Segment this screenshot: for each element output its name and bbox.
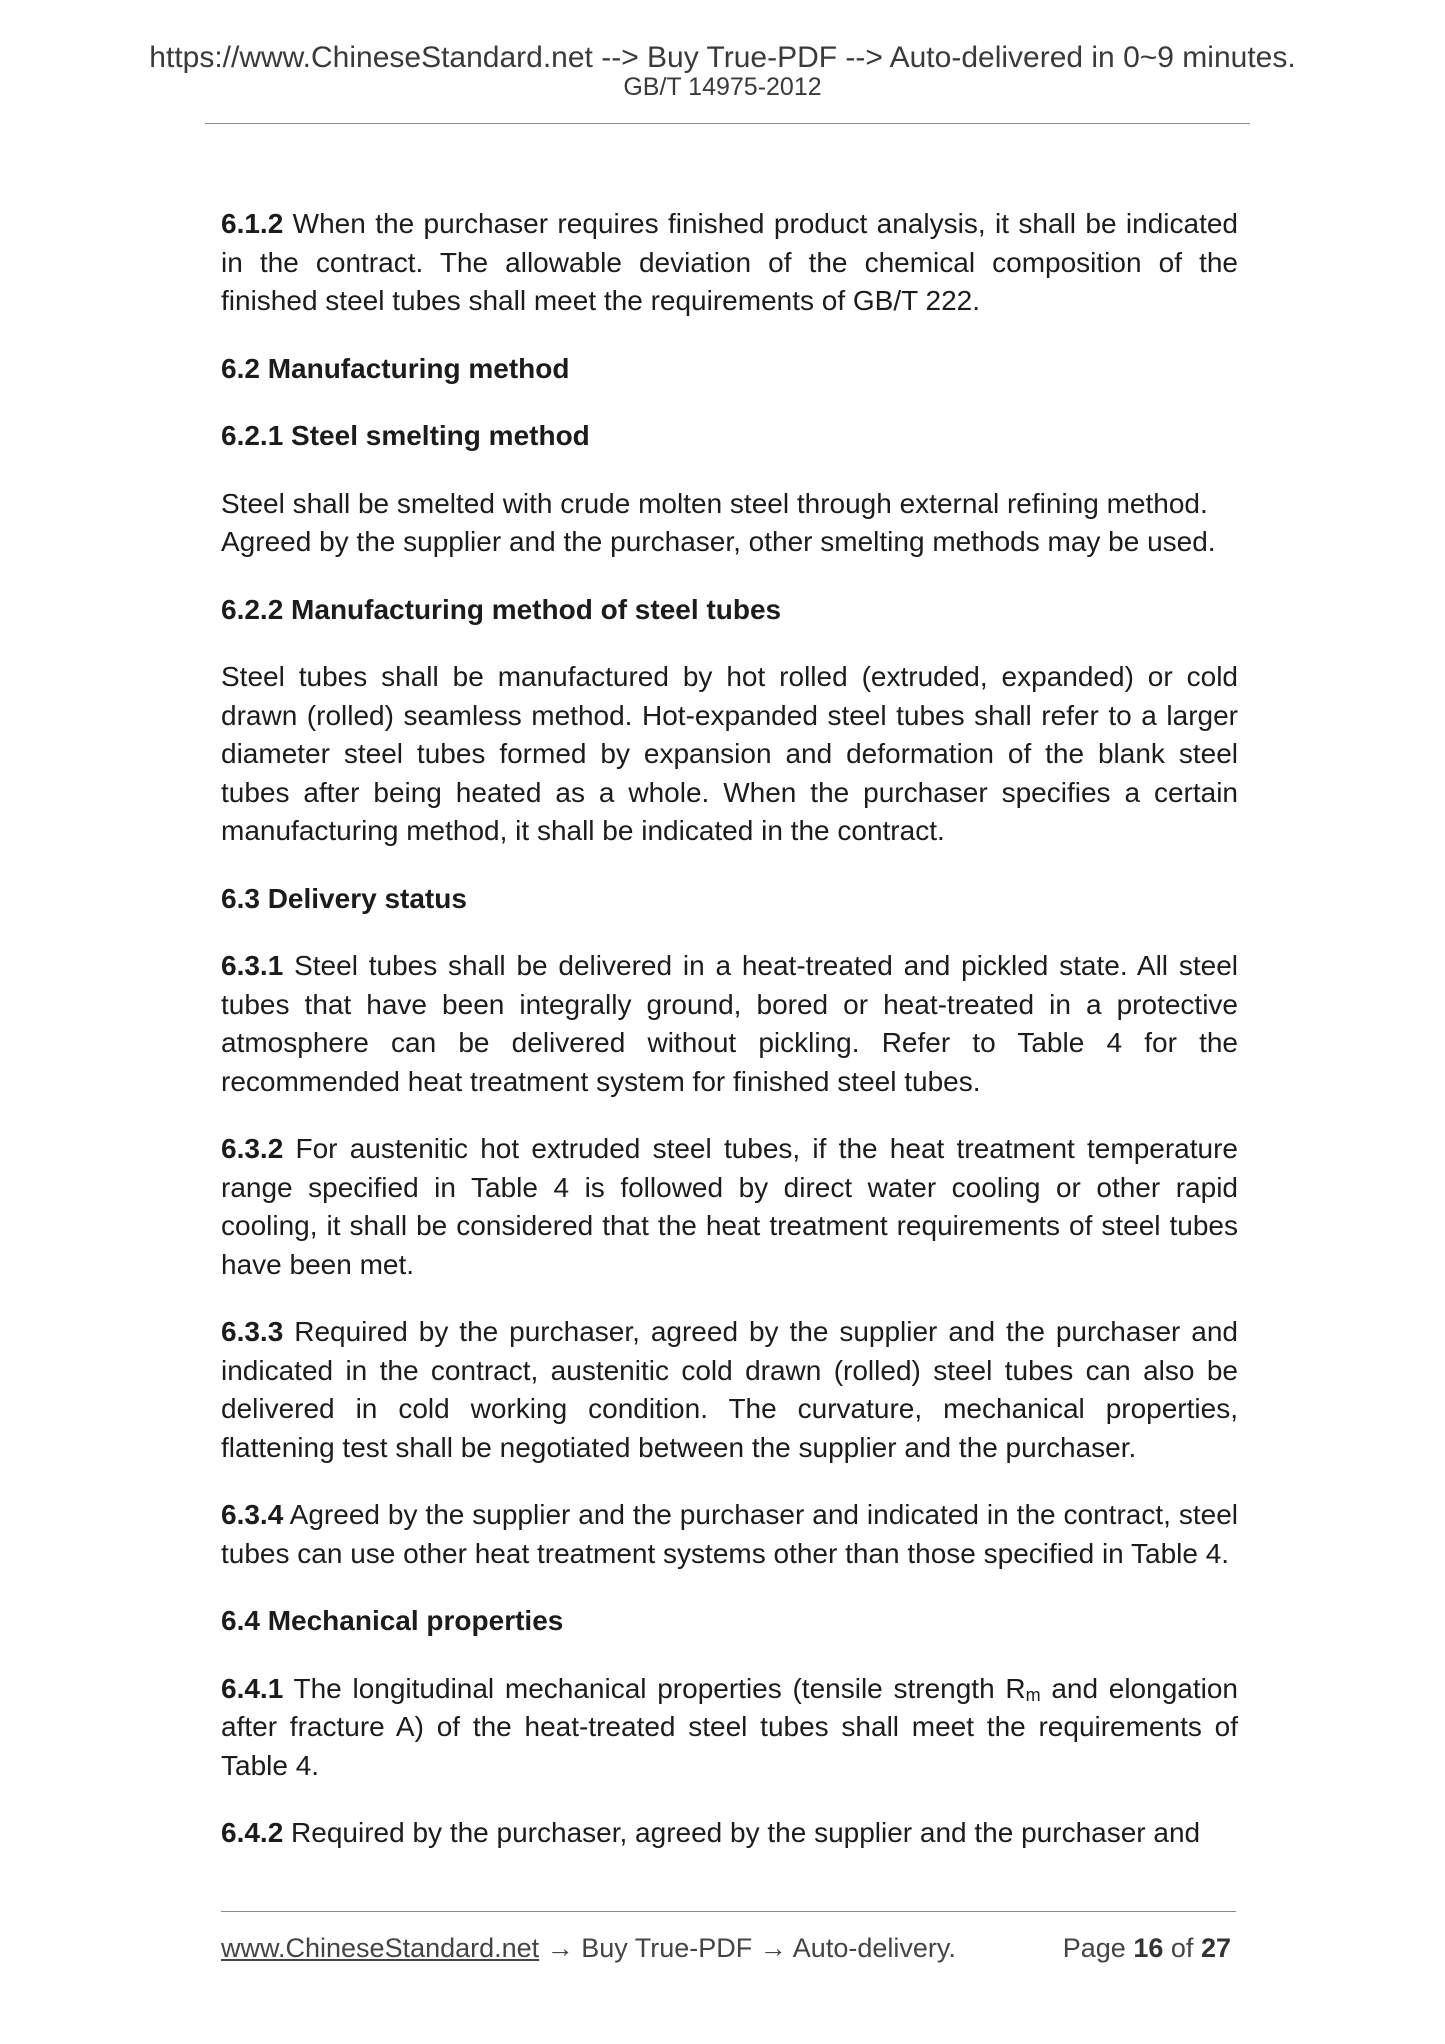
clause-text: Agreed by the supplier and the purchaser and indicated in the contract, steel tubes can use other heat treatment systems other than those specified in Table 4. bbox=[221, 1499, 1238, 1569]
of-label: of bbox=[1170, 1933, 1194, 1963]
header-banner: https://www.ChineseStandard.net --> Buy True-PDF --> Auto-delivered in 0~9 minutes. bbox=[149, 41, 1296, 74]
page-number: 16 bbox=[1133, 1933, 1164, 1963]
clause-6-2-1-text: Steel shall be smelted with crude molten steel through external refining method. Agreed by the supplier and the purchaser, other smelting methods may be used. bbox=[221, 487, 1216, 557]
clause-number: 6.3.4 bbox=[221, 1499, 284, 1530]
clause-text-cont: and elongation after fracture A) of the heat-treated steel tubes shall meet the requirements of Table 4. bbox=[221, 1672, 1238, 1781]
arrow-icon: → bbox=[546, 1933, 574, 1963]
clause-number: 6.3.3 bbox=[221, 1316, 284, 1347]
heading-6-3: 6.3 Delivery status bbox=[221, 882, 467, 914]
footer-divider bbox=[221, 1911, 1236, 1912]
header-divider bbox=[205, 123, 1250, 124]
clause-text: For austenitic hot extruded steel tubes, if the heat treatment temperature range specified in Table 4 is followed by direct water cooling or other rapid cooling, it shall be considered that the heat treatment requirements of steel tubes have been met. bbox=[221, 1133, 1238, 1280]
heading-6-2: 6.2 Manufacturing method bbox=[221, 352, 570, 384]
footer-left bbox=[221, 1931, 956, 1965]
clause-6-2-2-text: Steel tubes shall be manufactured by hot rolled (extruded, expanded) or cold drawn (rolled) seamless method. Hot-expanded steel tubes shall refer to a larger diameter steel tubes formed by expansion and deformation of the blank steel tubes after being heated as a whole. When the purchaser specifies a certain manufacturing method, it shall be indicated in the contract. bbox=[221, 661, 1238, 846]
clause-6-3-2 bbox=[221, 1130, 1238, 1284]
subscript-m: m bbox=[1025, 1684, 1041, 1705]
delivery-text: Auto-delivery. bbox=[792, 1933, 956, 1963]
clause-6-3-3 bbox=[221, 1313, 1238, 1467]
clause-number: 6.4.1 bbox=[221, 1672, 284, 1704]
clause-text: Required by the purchaser, agreed by the supplier and the purchaser and bbox=[283, 1817, 1201, 1848]
standard-number: GB/T 14975-2012 bbox=[623, 73, 822, 101]
site-link[interactable]: www.ChineseStandard.net bbox=[221, 1933, 540, 1963]
clause-number: 6.3.1 bbox=[221, 950, 284, 981]
heading-6-2-2: 6.2.2 Manufacturing method of steel tubes bbox=[221, 593, 782, 625]
clause-text: Steel tubes shall be delivered in a heat-treated and pickled state. All steel tubes that have been integrally ground, bored or heat-treated in a protective atmosphere can be delivered without pickling. Refer to Table 4 for the recommended heat treatment system for finished steel tubes. bbox=[221, 950, 1238, 1097]
clause-number: 6.4.2 bbox=[221, 1817, 284, 1848]
page-indicator bbox=[1063, 1931, 1231, 1965]
buy-text: Buy True-PDF bbox=[581, 1933, 753, 1963]
heading-6-4: 6.4 Mechanical properties bbox=[221, 1605, 564, 1636]
clause-6-3-4 bbox=[221, 1496, 1238, 1573]
clause-text: Required by the purchaser, agreed by the supplier and the purchaser and indicated in the contract, austenitic cold drawn (rolled) steel tubes can also be delivered in cold working condition. The curvature, mechanical properties, flattening test shall be negotiated between the supplier and the purchaser. bbox=[221, 1316, 1238, 1463]
clause-number: 6.3.2 bbox=[221, 1133, 284, 1164]
clause-6-4-1 bbox=[221, 1670, 1238, 1786]
clause-6-1-2 bbox=[221, 205, 1238, 321]
clause-6-3-1 bbox=[221, 947, 1238, 1101]
page-total: 27 bbox=[1200, 1933, 1231, 1963]
heading-6-2-1: 6.2.1 Steel smelting method bbox=[221, 420, 590, 451]
clause-text: The longitudinal mechanical properties (tensile strength R bbox=[283, 1672, 1026, 1704]
document-body bbox=[221, 205, 1238, 1882]
clause-text: When the purchaser requires finished product analysis, it shall be indicated in the contract. The allowable deviation of the chemical composition of the finished steel tubes shall meet the requirements of GB/T 222. bbox=[221, 208, 1238, 316]
clause-6-4-2 bbox=[221, 1814, 1238, 1853]
page-label: Page bbox=[1062, 1933, 1126, 1963]
clause-number: 6.1.2 bbox=[221, 208, 284, 239]
arrow-icon: → bbox=[759, 1933, 787, 1963]
